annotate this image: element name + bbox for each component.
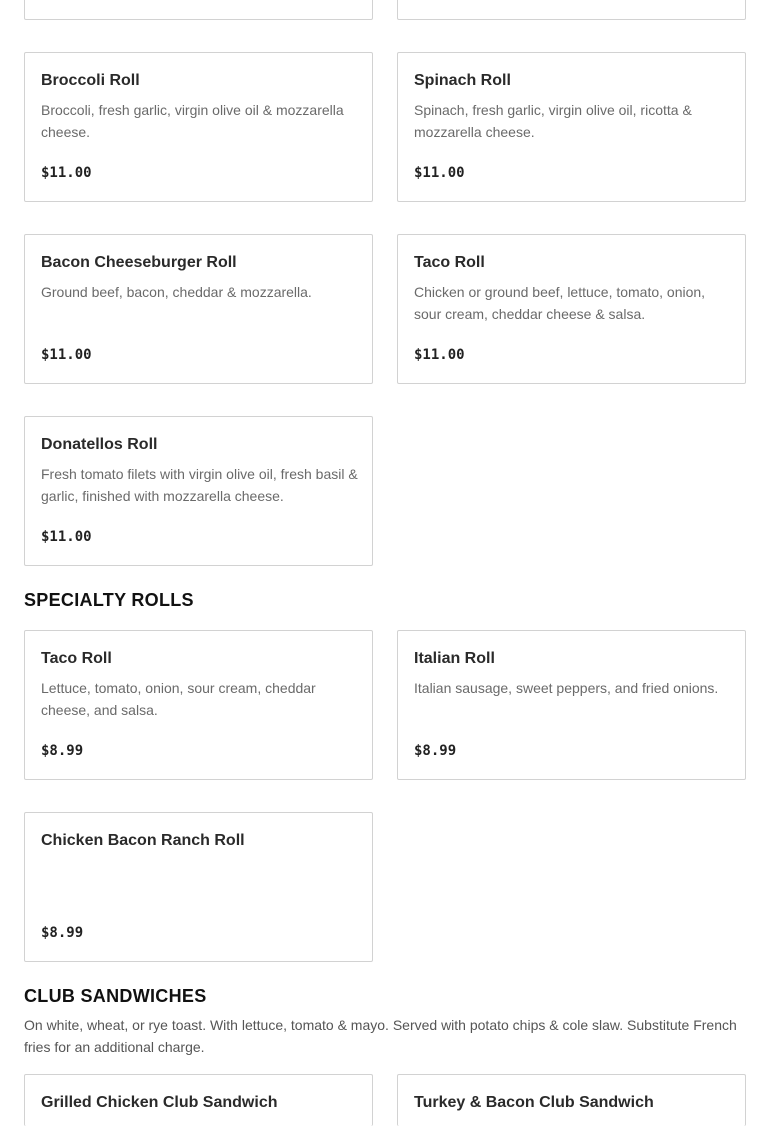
section-title-club-sandwiches: CLUB SANDWICHES — [24, 986, 207, 1006]
menu-item-name: Grilled Chicken Club Sandwich — [41, 1094, 278, 1111]
menu-item-description: Lettuce, tomato, onion, sour cream, cheddar cheese, and salsa. — [41, 680, 316, 718]
menu-item-name: Italian Roll — [414, 650, 495, 667]
menu-item-price: $11.00 — [414, 347, 465, 363]
menu-item-card-grilled-chicken-club-sandwich[interactable] — [24, 1074, 373, 1126]
menu-item-card-broccoli-roll[interactable] — [24, 52, 373, 202]
menu-item-price: $8.99 — [41, 925, 84, 941]
menu-item-name: Bacon Cheeseburger Roll — [41, 254, 237, 271]
menu-item-name: Chicken Bacon Ranch Roll — [41, 832, 245, 849]
menu-item-card-bacon-cheeseburger-roll[interactable] — [24, 234, 373, 384]
menu-item-price: $8.99 — [414, 743, 457, 759]
menu-item-card-specialty-taco-roll[interactable] — [24, 630, 373, 780]
menu-item-description: Ground beef, bacon, cheddar & mozzarella. — [41, 284, 312, 300]
menu-item-price: $11.00 — [414, 165, 465, 181]
menu-item-card-taco-roll[interactable] — [397, 234, 746, 384]
menu-item-card-turkey-bacon-club-sandwich[interactable] — [397, 1074, 746, 1126]
menu-item-name: Turkey & Bacon Club Sandwich — [414, 1094, 654, 1111]
menu-item-description: Fresh tomato filets with virgin olive oil, fresh basil & garlic, finished with mozzarella cheese. — [41, 466, 358, 504]
menu-item-price: $11.00 — [41, 165, 92, 181]
menu-item-description: Broccoli, fresh garlic, virgin olive oil & mozzarella cheese. — [41, 102, 344, 140]
menu-item-name: Spinach Roll — [414, 72, 511, 89]
menu-item-card-spinach-roll[interactable] — [397, 52, 746, 202]
menu-item-name: Taco Roll — [414, 254, 485, 271]
menu-item-name: Broccoli Roll — [41, 72, 140, 89]
menu-item-card-donatellos-roll[interactable] — [24, 416, 373, 566]
menu-item-name: Taco Roll — [41, 650, 112, 667]
menu-item-description: Spinach, fresh garlic, virgin olive oil, ricotta & mozzarella cheese. — [414, 102, 692, 140]
menu-item-card[interactable] — [24, 0, 373, 20]
menu-item-card-italian-roll[interactable] — [397, 630, 746, 780]
menu-item-card[interactable] — [397, 0, 746, 20]
menu-item-price: $8.99 — [41, 743, 84, 759]
section-title-specialty-rolls: SPECIALTY ROLLS — [24, 590, 194, 610]
menu-item-name: Donatellos Roll — [41, 436, 158, 453]
menu-item-price: $11.00 — [41, 529, 92, 545]
menu-item-card-chicken-bacon-ranch-roll[interactable] — [24, 812, 373, 962]
menu-item-price: $11.00 — [41, 347, 92, 363]
menu-item-description: Chicken or ground beef, lettuce, tomato, onion, sour cream, cheddar cheese & salsa. — [414, 284, 706, 322]
section-description: On white, wheat, or rye toast. With lettuce, tomato & mayo. Served with potato chips & cole slaw. Substitute French fries for an additional charge. — [24, 1017, 737, 1055]
menu-item-description: Italian sausage, sweet peppers, and fried onions. — [414, 680, 719, 696]
